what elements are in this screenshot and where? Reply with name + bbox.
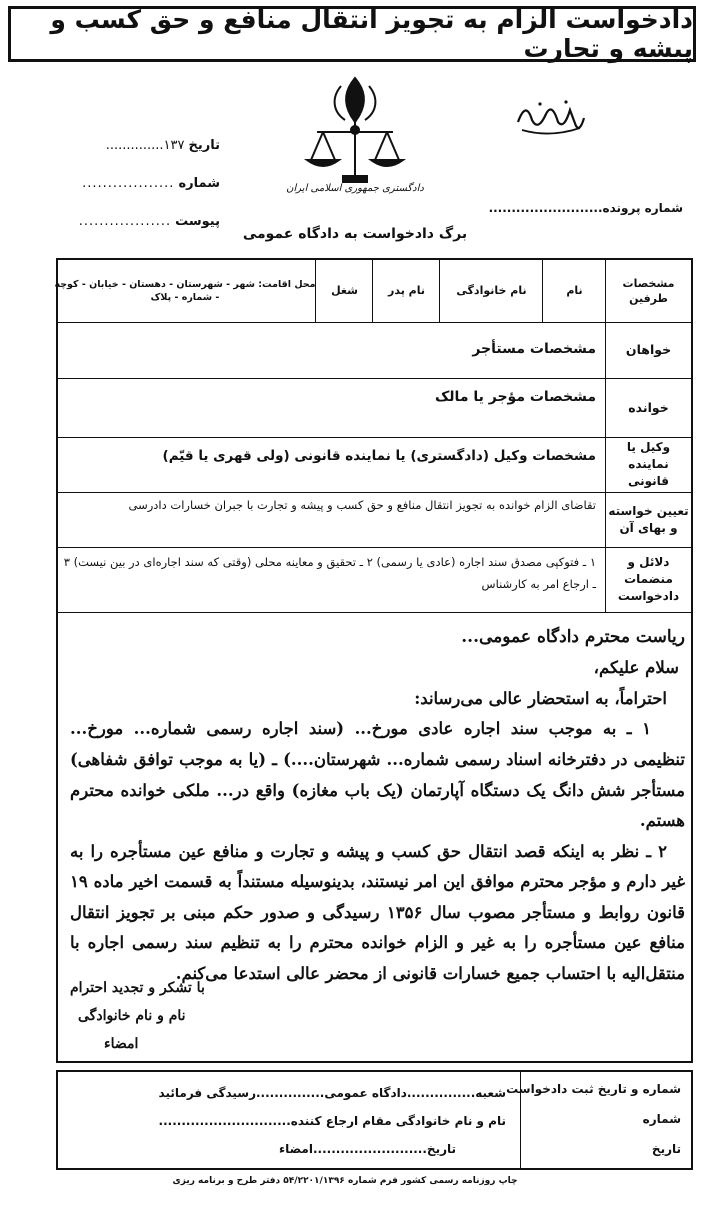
closing-name: نام و نام خانوادگی (78, 1008, 186, 1024)
row-divider (58, 378, 691, 379)
bismillah-calligraphy (510, 92, 590, 142)
registration-label: شماره و تاریخ ثبت دادخواست (506, 1082, 681, 1096)
letter-salutation: ریاست محترم دادگاه عمومی... (461, 627, 685, 647)
date-label: تاریخ (188, 137, 220, 153)
parties-label: مشخصات طرفین (622, 276, 675, 305)
number-row (70, 164, 220, 202)
letter-intro: احتراماً، به استحضار عالی می‌رساند: (414, 688, 667, 708)
defendant-value[interactable]: مشخصات مؤجر یا مالک (434, 389, 596, 405)
row-divider (58, 492, 691, 493)
plaintiff-label: خواهان (625, 342, 672, 358)
attorney-label: وکیل یا نماینده قانونی (626, 440, 671, 488)
letter-paragraph-1: ۱ ـ به موجب سند اجاره عادی مورخ... (سند اجاره رسمی شماره... مورخ... تنظیمی در دفترخانه اسناد رسمی شماره... شهرستان....) ـ (یا به موجب توافق شفاهی) مستأجر شش دانگ یک دستگاه آپارتمان (یک باب مغازه) واقع در... ملکی خوانده محترم هستم. (70, 719, 685, 831)
attorney-value[interactable]: مشخصات وکیل (دادگستری) یا نماینده قانونی (ولی قهری یا قیّم) (162, 448, 596, 464)
attachment-row (70, 202, 220, 240)
printer-line: چاپ روزنامه رسمی کشور فرم شماره ۵۴/۲۲۰۱/۱۳۹۶ دفتر طرح و برنامه ریزی (172, 1176, 518, 1186)
closing-thanks: با تشکر و تجدید احترام (70, 980, 205, 996)
date-value[interactable]: ..............۱۳۷ (105, 137, 185, 153)
claim-label: تعیین خواسته و بهای آن (608, 503, 689, 535)
defendant-label: خوانده (628, 399, 669, 415)
evidence-value[interactable]: ۱ ـ فتوکپی مصدق سند اجاره (عادی یا رسمی) ۲ ـ تحقیق و معاینه محلی (وقتی که سند اجاره‌ای در بین نیست) ۳ ـ ارجاع امر به کارشناس (63, 555, 596, 591)
emblem-caption: دادگستری جمهوری اسلامی ایران (286, 183, 424, 194)
number-label: شماره (178, 175, 220, 191)
registration-date[interactable]: تاریخ (651, 1142, 681, 1156)
closing-signature: امضاء (104, 1036, 139, 1052)
petition-letter (70, 622, 685, 989)
court-label: برگ دادخواست به دادگاه عمومی (242, 226, 468, 242)
case-number-field[interactable]: شماره پرونده......................... (488, 201, 683, 215)
col-family: نام خانوادگی (456, 284, 527, 298)
attachment-label: پیوست (175, 213, 220, 229)
row-divider (58, 322, 691, 323)
plaintiff-value[interactable]: مشخصات مستأجر (472, 341, 596, 357)
form-title: دادخواست الزام به تجویز انتقال منافع و حق کسب و پیشه و تجارت (8, 6, 696, 62)
registration-footer (56, 1070, 693, 1170)
emblem-icon (295, 72, 415, 192)
row-divider (58, 437, 691, 438)
letter-paragraph-2: ۲ ـ نظر به اینکه قصد انتقال حق کسب و پیشه و تجارت و منافع عین مستأجره را به غیر دارم و مؤجر محترم موافق این امر نیستند، بدینوسیله مستنداً به قسمت اخیر ماده ۱۹ قانون روابط و مستأجر مصوب سال ۱۳۵۶ رسیدگی و صدور حکم مبنی بر تجویز انتقال منافع عین مستأجره را به غیر و الزام خوانده محترم را به تنظیم سند رسمی اجاره با منتقل‌الیه با احتساب جمیع خسارات قانونی از محضر عالی استدعا می‌کنم. (70, 841, 685, 983)
evidence-label: دلائل و منضمات دادخواست (617, 555, 680, 603)
letter-greeting: سلام علیکم، (593, 658, 679, 678)
registration-number[interactable]: شماره (642, 1112, 681, 1126)
referral-date-signature[interactable]: تاریخ.........................امضاء (278, 1142, 456, 1156)
col-address: محل اقامت: شهر - شهرستان - دهستان - خیابان - کوچه - شماره - پلاک (54, 278, 316, 303)
row-divider (58, 547, 691, 548)
row-divider (58, 612, 691, 613)
attachment-value[interactable]: .................. (78, 213, 172, 229)
meta-fields (70, 126, 220, 240)
date-row (70, 126, 220, 164)
referrer-name[interactable]: نام و نام خانوادگی مقام ارجاع کننده............................. (158, 1114, 506, 1128)
col-father: نام پدر (388, 284, 425, 298)
col-job: شغل (331, 284, 358, 298)
referral-branch[interactable]: شعبه...............دادگاه عمومی...............رسیدگی فرمائید (158, 1086, 506, 1100)
claim-value[interactable]: تقاضای الزام خوانده به تجویز انتقال منافع و حق کسب و پیشه و تجارت با جبران خسارات دادرسی (128, 498, 596, 512)
col-name: نام (566, 284, 583, 298)
number-value[interactable]: .................. (82, 175, 175, 191)
